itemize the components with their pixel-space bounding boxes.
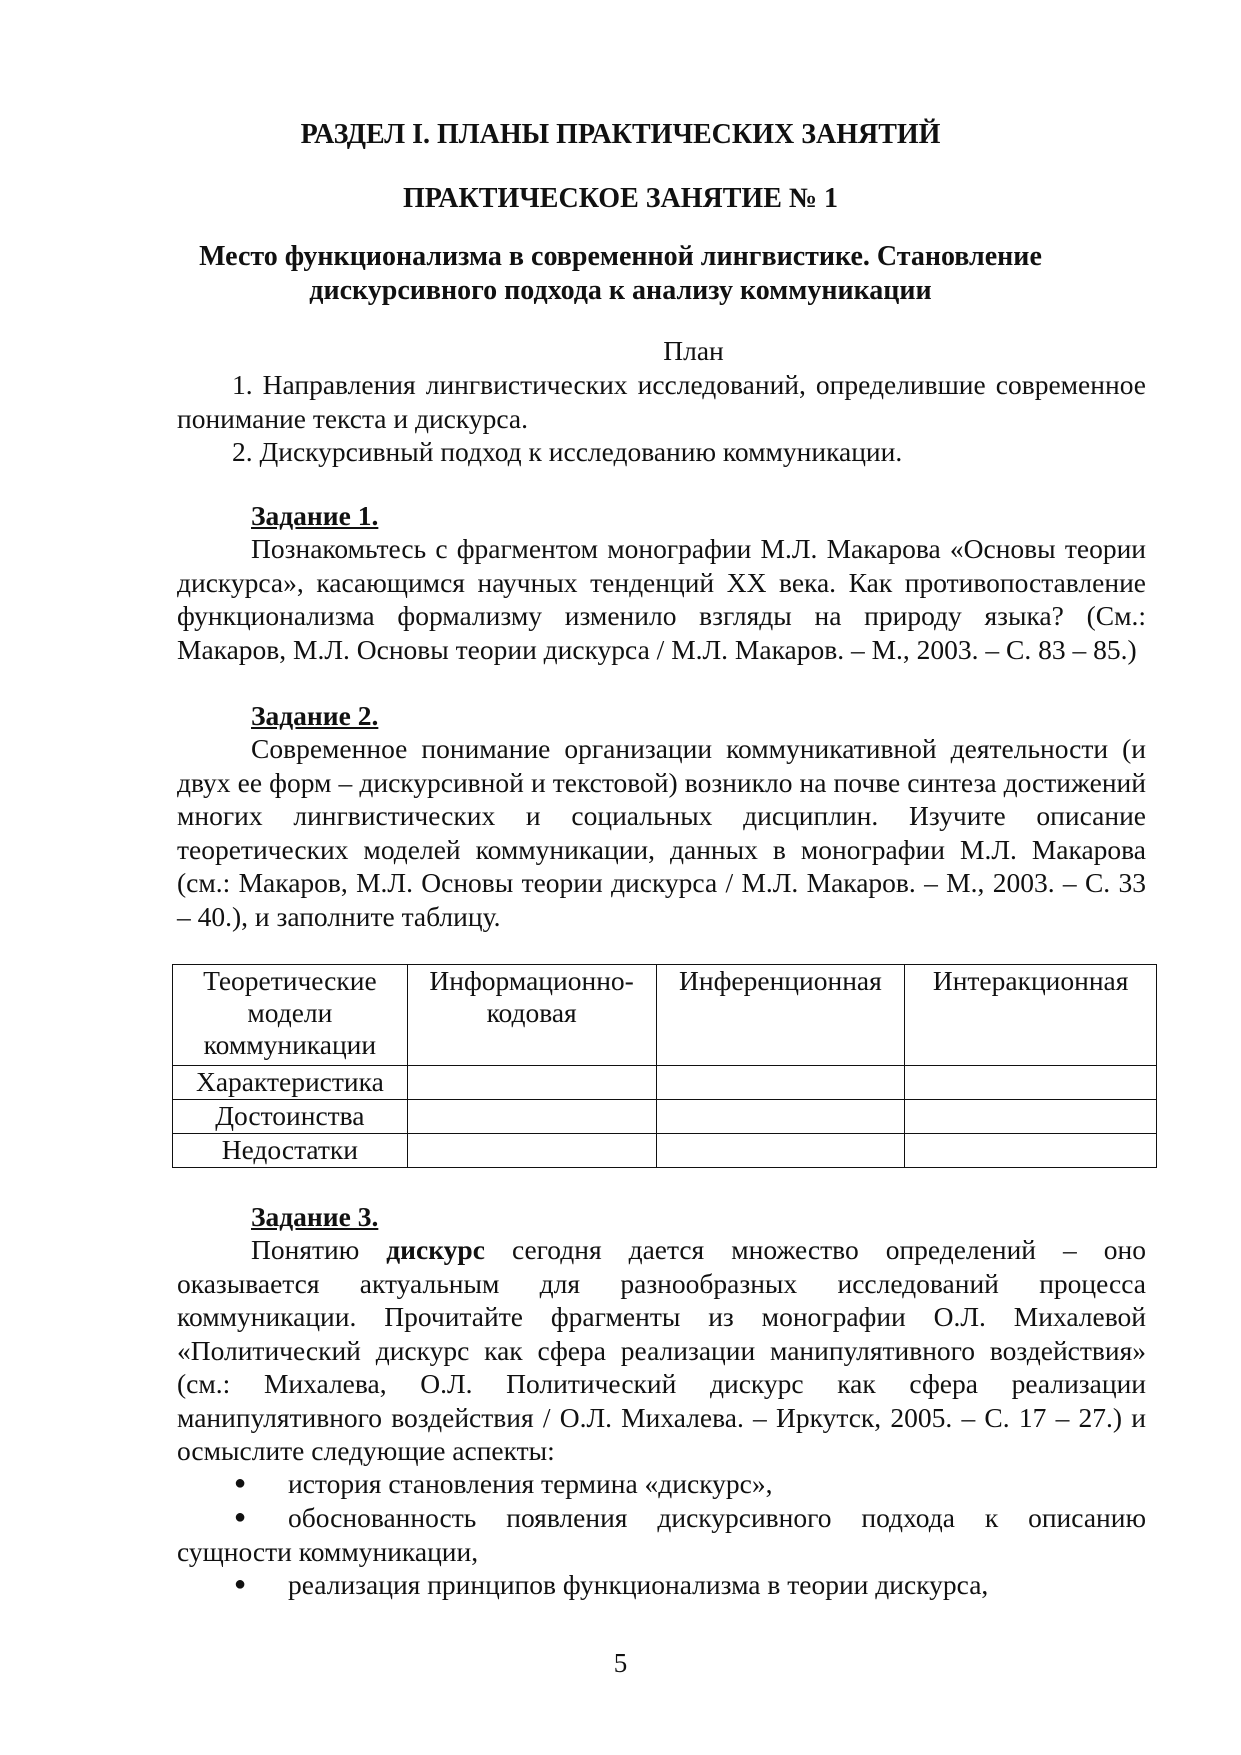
table-header-cell: Интеракционная [905,965,1157,1066]
task-3-bullet-2: обоснованность появления дискурсивного подхода к описанию сущности коммуникации, [177,1502,1146,1567]
table-cell-empty [905,1066,1157,1100]
task-3-heading: Задание 3. [251,1201,379,1232]
table-row-label: Достоинства [173,1100,408,1134]
table-row-label: Недостатки [173,1134,408,1168]
term-discourse: дискурс [386,1234,485,1265]
table-cell-empty [407,1134,656,1168]
task-1-text: Познакомьтесь с фрагментом монографии М.Л. Макарова «Основы теории дискурса», касающимся научных тенденций XX века. Как противопоставление функционализма формализму изменило взгляды на природу языка? (См.: Макаров, М.Л. Основы теории дискурса / М.Л. Макаров. – М., 2003. – С. 83 – 85.) [177,533,1146,665]
table-row [173,1066,1157,1100]
bullet-icon: ● [234,1573,247,1595]
task-2-text: Современное понимание организации коммуникативной деятельности (и двух ее форм – дискурсивной и текстовой) возникло на почве синтеза достижений многих лингвистических и социальных дисциплин. Изучите описание теоретических моделей коммуникации, данных в монографии М.Л. Макарова (см.: Макаров, М.Л. Основы теории дискурса / М.Л. Макаров. – М., 2003. – С. 33 – 40.), и заполните таблицу. [177,733,1146,932]
table-cell-empty [656,1100,905,1134]
table-cell-empty [656,1066,905,1100]
table-row [173,1100,1157,1134]
table-cell-empty [407,1100,656,1134]
table-header-cell: Информационно- кодовая [407,965,656,1066]
task-3-text: Понятию дискурс сегодня дается множество определений – оно оказывается актуальным для разнообразных исследований процесса коммуникации. Прочитайте фрагменты из монографии О.Л. Михалевой «Политический дискурс как сфера реализации манипулятивного воздействия» (см.: Михалева, О.Л. Политический дискурс как сфера реализации манипулятивного воздействия / О.Л. Михалева. – Иркутск, 2005. – С. 17 – 27.) и осмыслите следующие аспекты: [177,1234,1146,1466]
table-cell-empty [905,1100,1157,1134]
table-header-cell: Теоретические модели коммуникации [173,965,408,1066]
task-1-heading: Задание 1. [251,500,379,531]
bullet-icon: ● [234,1506,247,1528]
page-number: 5 [613,1648,628,1678]
topic-title [0,240,1241,308]
task-3-bullet-1: история становления термина «дискурс», [288,1468,773,1499]
bullet-icon: ● [234,1472,247,1494]
task-2-heading: Задание 2. [251,700,379,731]
communication-models-table [172,964,1157,1168]
lesson-title: ПРАКТИЧЕСКОЕ ЗАНЯТИЕ № 1 [402,183,839,214]
section-title: РАЗДЕЛ I. ПЛАНЫ ПРАКТИЧЕСКИХ ЗАНЯТИЙ [300,119,941,150]
plan-item-2: 2. Дискурсивный подход к исследованию коммуникации. [232,436,903,467]
topic-line-1: Место функционализма в современной лингвистике. Становление [199,241,1042,272]
table-row [173,1134,1157,1168]
task-3-bullet-3: реализация принципов функционализма в теории дискурса, [288,1569,989,1600]
plan-label: План [663,335,724,366]
table-header-cell: Инференционная [656,965,905,1066]
table-cell-empty [407,1066,656,1100]
table-cell-empty [905,1134,1157,1168]
table-header-row [173,965,1157,1066]
table-cell-empty [656,1134,905,1168]
table-row-label: Характеристика [173,1066,408,1100]
topic-line-2: дискурсивного подхода к анализу коммуникации [309,275,932,306]
plan-item-1: 1. Направления лингвистических исследований, определившие современное понимание текста и дискурса. [177,369,1146,434]
